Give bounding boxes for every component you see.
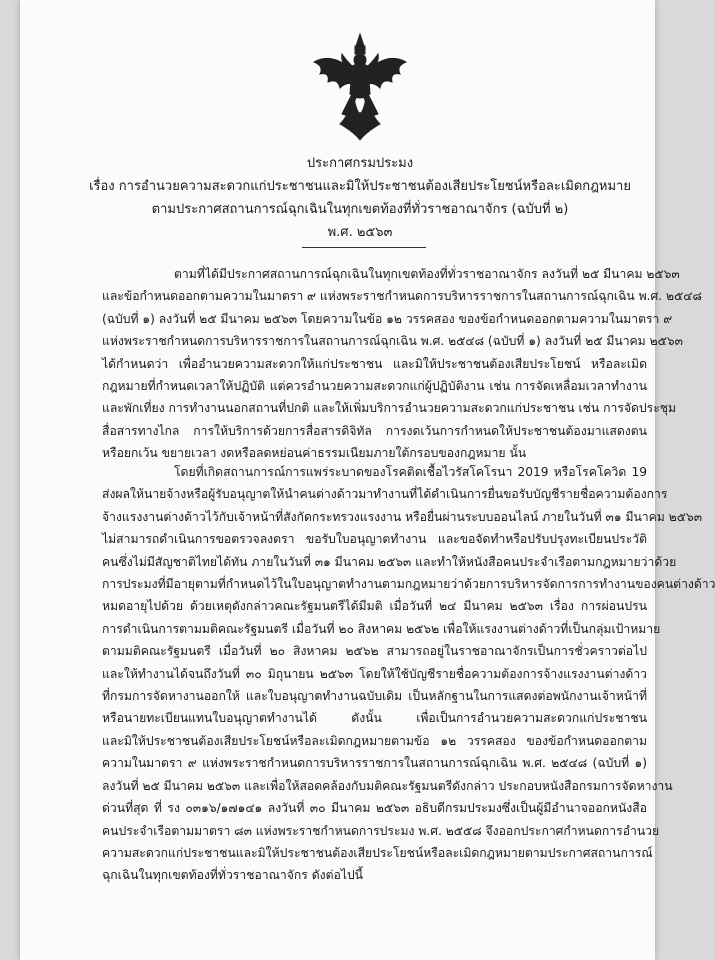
paragraph-line: ตามที่ได้มีประกาศสถานการณ์ฉุกเฉินในทุกเขตท้องที่ทั่วราชอาณาจักร ลงวันที่ ๒๕ มีนาคม ๒๕๖๓ bbox=[174, 267, 680, 281]
paragraph-line: ความในมาตรา ๙ แห่งพระราชกำหนดการบริหารราชการในสถานการณ์ฉุกเฉิน พ.ศ. ๒๕๔๘ (ฉบับที่ ๑) bbox=[102, 756, 647, 771]
paragraph-line: ฉุกเฉินในทุกเขตท้องที่ทั่วราชอาณาจักร ดังต่อไปนี้ bbox=[102, 868, 364, 883]
paragraph-line: จ้างแรงงานต่างด้าวไว้กับเจ้าหน้าที่สังกัดกระทรวงแรงงาน หรือยื่นผ่านระบบออนไลน์ ภายในวันที่ ๓๑ มีนาคม ๒๕๖๓ bbox=[102, 509, 703, 524]
paragraph-line: การประมงที่มีอายุตามที่กำหนดไว้ในใบอนุญาตทำงานตามกฎหมายว่าด้วยการบริหารจัดการการทำงานของคนต่างด้าว bbox=[102, 577, 715, 592]
document-page bbox=[20, 0, 715, 960]
paragraph-line: สื่อสารทางไกล การให้บริการด้วยการสื่อสารดิจิทัล การงดเว้นการกำหนดให้ประชาชนต้องมาแสดงตน bbox=[102, 423, 647, 438]
garuda-emblem-icon bbox=[310, 32, 410, 142]
paragraph-line: และพักเที่ยง การทำงานนอกสถานที่ปกติ และให้เพิ่มบริการอำนวยความสะดวกแก่ประชาชน เช่น การจัดประชุม bbox=[102, 401, 677, 416]
paragraph-line: และให้ทำงานได้จนถึงวันที่ ๓๐ มิถุนายน ๒๕๖๓ โดยให้ใช้บัญชีรายชื่อความต้องการจ้างแรงงานต่างด้าว bbox=[102, 666, 647, 681]
paragraph-line: ตามมติคณะรัฐมนตรี เมื่อวันที่ ๒๐ สิงหาคม ๒๕๖๒ สามารถอยู่ในราชอาณาจักรเป็นการชั่วคราวต่อไป bbox=[102, 644, 647, 659]
paragraph-line: หรือนายทะเบียนแทนใบอนุญาตทำงานได้ ดังนั้น เพื่อเป็นการอำนวยความสะดวกแก่ประชาชน bbox=[102, 711, 647, 726]
paragraph-line: คนซึ่งไม่มีสัญชาติไทยได้ทัน ภายในวันที่ ๓๑ มีนาคม ๒๕๖๓ และทำให้หนังสือคนประจำเรือตามกฎหมายว่าด้วย bbox=[102, 554, 677, 569]
paragraph-line: ที่กรมการจัดหางานออกให้ และใบอนุญาตทำงานฉบับเดิม เป็นหลักฐานในการแสดงต่อพนักงานเจ้าหน้าที่ bbox=[102, 689, 647, 704]
subject-line-1: เรื่อง การอำนวยความสะดวกแก่ประชาชนและมิให้ประชาชนต้องเสียประโยชน์หรือละเมิดกฎหมาย bbox=[89, 179, 631, 194]
paragraph-line: หรือยกเว้น ขยายเวลา งดหรือลดหย่อนค่าธรรมเนียมภายใต้กรอบของกฎหมาย นั้น bbox=[102, 446, 527, 461]
paragraph-2 bbox=[102, 461, 715, 887]
agency-heading: ประกาศกรมประมง bbox=[306, 156, 414, 171]
paragraph-line: ได้กำหนดว่า เพื่ออำนวยความสะดวกให้แก่ประชาชน และมิให้ประชาชนต้องเสียประโยชน์ หรือละเมิด bbox=[102, 356, 647, 371]
header-divider bbox=[302, 247, 426, 248]
paragraph-line: การดำเนินการตามมติคณะรัฐมนตรี เมื่อวันที่ ๒๐ สิงหาคม ๒๕๖๒ เพื่อให้แรงงานต่างด้าวที่เป็นกลุ่มเป้าหมาย bbox=[102, 621, 661, 636]
paragraph-line: กฎหมายที่กำหนดเวลาให้ปฏิบัติ แต่ควรอำนวยความสะดวกแก่ผู้ปฏิบัติงาน เช่น การจัดเหลื่อมเวลาทำงาน bbox=[102, 379, 647, 394]
paragraph-line: โดยที่เกิดสถานการณ์การแพร่ระบาดของโรคติดเชื้อไวรัสโคโรนา 2019 หรือโรคโควิด 19 bbox=[174, 465, 647, 479]
subject-line-2: ตามประกาศสถานการณ์ฉุกเฉินในทุกเขตท้องที่ทั่วราชอาณาจักร (ฉบับที่ ๒) bbox=[151, 202, 569, 217]
paragraph-line: คนประจำเรือตามมาตรา ๘๓ แห่งพระราชกำหนดการประมง พ.ศ. ๒๕๕๘ จึงออกประกาศกำหนดการอำนวย bbox=[102, 823, 660, 838]
paragraph-1 bbox=[102, 263, 702, 465]
paragraph-line: ส่งผลให้นายจ้างหรือผู้รับอนุญาตให้นำคนต่างด้าวมาทำงานที่ได้ดำเนินการยื่นขอรับบัญชีรายชื่อความต้องการ bbox=[102, 487, 668, 502]
paragraph-line: และมิให้ประชาชนต้องเสียประโยชน์หรือละเมิดกฎหมายตามข้อ ๑๒ วรรคสอง ของข้อกำหนดออกตาม bbox=[102, 733, 647, 748]
paragraph-line: (ฉบับที่ ๑) ลงวันที่ ๒๕ มีนาคม ๒๕๖๓ โดยความในข้อ ๑๒ วรรคสอง ของข้อกำหนดออกตามความในมาตรา ๙ bbox=[102, 311, 673, 326]
paragraph-line: หมดอายุไปด้วย ด้วยเหตุดังกล่าวคณะรัฐมนตรีได้มีมติ เมื่อวันที่ ๒๔ มีนาคม ๒๕๖๓ เรื่อง การผ่อนปรน bbox=[102, 599, 647, 614]
paragraph-line: ลงวันที่ ๒๕ มีนาคม ๒๕๖๓ และเพื่อให้สอดคล้องกับมติคณะรัฐมนตรีดังกล่าว ประกอบหนังสือกรมการจัดหางาน bbox=[102, 778, 673, 793]
paragraph-line: ด่วนที่สุด ที่ รง ๐๓๑๖/๑๗๑๔๑ ลงวันที่ ๓๐ มีนาคม ๒๕๖๓ อธิบดีกรมประมงซึ่งเป็นผู้มีอำนาจออกหนังสือ bbox=[102, 801, 647, 816]
paragraph-line: และข้อกำหนดออกตามความในมาตรา ๙ แห่งพระราชกำหนดการบริหารราชการในสถานการณ์ฉุกเฉิน พ.ศ. ๒๕๔๘ bbox=[102, 289, 702, 304]
paragraph-line: ไม่สามารถดำเนินการขอตรวจลงตรา ขอรับใบอนุญาตทำงาน และขอจัดทำหรือปรับปรุงทะเบียนประวัติ bbox=[102, 532, 647, 547]
paragraph-line: ความสะดวกแก่ประชาชนและมิให้ประชาชนต้องเสียประโยชน์หรือละเมิดกฎหมายตามประกาศสถานการณ์ bbox=[102, 845, 653, 860]
announcement-year: พ.ศ. ๒๕๖๓ bbox=[327, 225, 393, 240]
paragraph-line: แห่งพระราชกำหนดการบริหารราชการในสถานการณ์ฉุกเฉิน พ.ศ. ๒๕๔๘ (ฉบับที่ ๑) ลงวันที่ ๒๕ มีนาคม ๒๕๖๓ bbox=[102, 334, 683, 349]
